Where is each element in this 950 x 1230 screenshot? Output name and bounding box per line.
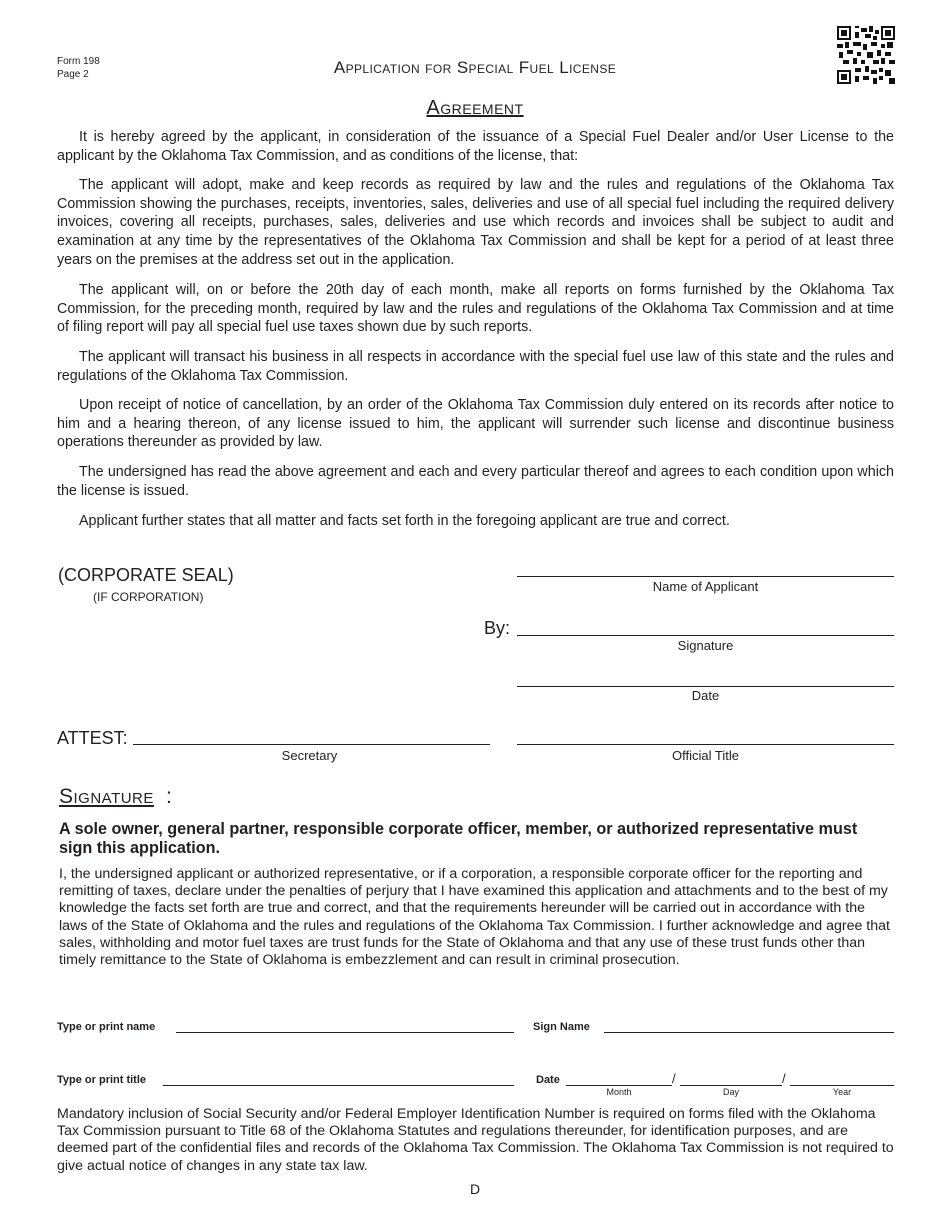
- date-day-field[interactable]: [680, 1085, 782, 1086]
- mandatory-ssn-notice: Mandatory inclusion of Social Security and/or Federal Employer Identification Number is required on forms filed with the Oklahoma Tax Commission pursuant to Title 68 of the Oklahoma Statutes and regulations thereunder, for identification purposes, and are deemed part of the confidential files and records of the Oklahoma Tax Commission. The Oklahoma Tax Commission is not required to give actual notice of changes in any state tax law.: [57, 1106, 894, 1174]
- date-label: Date: [536, 1074, 560, 1086]
- agreement-business: The applicant will transact his business in all respects in accordance with the special fuel use law of this state and the rules and regulations of the Oklahoma Tax Commission.: [57, 349, 894, 384]
- agreement-truth: Applicant further states that all matter and facts set forth in the foregoing applicant are true and correct.: [79, 513, 730, 529]
- sign-name-label: Sign Name: [533, 1021, 590, 1033]
- secretary-caption: Secretary: [281, 748, 338, 763]
- print-name-label: Type or print name: [57, 1021, 156, 1033]
- date-slash-1: /: [672, 1071, 676, 1086]
- date-slash-2: /: [782, 1071, 786, 1086]
- page-letter: D: [469, 1181, 481, 1197]
- form-number: Form 198: [57, 56, 100, 67]
- official-title-line[interactable]: [517, 744, 894, 745]
- secretary-line[interactable]: [133, 744, 490, 745]
- signature-caption: Signature: [677, 638, 734, 653]
- page-number: Page 2: [57, 69, 89, 80]
- by-label: By:: [484, 618, 511, 638]
- signature-heading-colon: :: [166, 785, 172, 808]
- agreement-cancellation: Upon receipt of notice of cancellation, by an order of the Oklahoma Tax Commission duly entered on its records after notice to him and a hearing thereon, of any license issued to him, the applicant will surrender such license and discontinue business operations thereunder as provided by law.: [57, 397, 894, 451]
- applicant-signature-line[interactable]: [517, 635, 894, 636]
- attest-label: ATTEST:: [57, 728, 128, 748]
- corporate-seal-sublabel: (IF CORPORATION): [93, 590, 204, 604]
- perjury-declaration: I, the undersigned applicant or authorized representative, or if a corporation, a responsible corporate officer for the reporting and remitting of taxes, declare under the penalties of perjury that I have examined this application and attachments and to the best of my knowledge the facts set forth are true and correct, and that the requirements hereunder will be carried out in accordance with the laws of the State of Oklahoma and the rules and regulations of the Oklahoma Tax Commission. I further acknowledge and agree that sales, withholding and motor fuel taxes are trust funds for the State of Oklahoma and that any use of these trust funds other than timely remittance to the State of Oklahoma is embezzlement and can result in criminal prosecution.: [59, 866, 890, 969]
- date-caption: Date: [691, 688, 720, 703]
- print-name-field[interactable]: [176, 1032, 514, 1033]
- sign-name-field[interactable]: [604, 1032, 894, 1033]
- name-of-applicant-caption: Name of Applicant: [652, 579, 759, 594]
- year-caption: Year: [832, 1087, 852, 1097]
- agreement-date-line[interactable]: [517, 686, 894, 687]
- agreement-reports: The applicant will, on or before the 20th day of each month, make all reports on forms furnished by the Oklahoma Tax Commission, for the preceding month, required by law and the rules and regulations of the Oklahoma Tax Commission and at time of filing report will pay all special fuel use taxes shown due by such reports.: [57, 282, 894, 336]
- agreement-heading: Agreement: [426, 97, 524, 119]
- corporate-seal-label: (CORPORATE SEAL): [58, 565, 234, 585]
- official-title-caption: Official Title: [672, 748, 739, 763]
- print-title-field[interactable]: [163, 1085, 514, 1086]
- agreement-records: The applicant will adopt, make and keep records as required by law and the rules and regulations of the Oklahoma Tax Commission showing the purchases, receipts, inventories, sales, deliveries and use of all special fuel including the required delivery invoices, covering all receipts, purchases, sales, deliveries and use which records and invoices shall be subject to audit and examination at any time by the representatives of the Oklahoma Tax Commission and shall be kept for a period of at least three years on the premises at the address set out in the application.: [57, 177, 894, 268]
- qr-code-icon: [837, 26, 895, 84]
- form-title: Application for Special Fuel License: [333, 58, 617, 77]
- print-title-label: Type or print title: [57, 1074, 147, 1086]
- agreement-undersigned: The undersigned has read the above agreement and each and every particular thereof and agrees to each condition upon which the license is issued.: [57, 464, 894, 499]
- agreement-intro: It is hereby agreed by the applicant, in consideration of the issuance of a Special Fuel Dealer and/or User License to the applicant by the Oklahoma Tax Commission, and as conditions of the license, that:: [57, 129, 894, 164]
- month-caption: Month: [606, 1087, 632, 1097]
- name-of-applicant-line[interactable]: [517, 576, 894, 577]
- signature-heading: Signature: [59, 785, 154, 808]
- date-month-field[interactable]: [566, 1085, 672, 1086]
- signer-requirement: A sole owner, general partner, responsible corporate officer, member, or authorized representative must sign this application.: [59, 820, 858, 857]
- day-caption: Day: [722, 1087, 739, 1097]
- date-year-field[interactable]: [790, 1085, 894, 1086]
